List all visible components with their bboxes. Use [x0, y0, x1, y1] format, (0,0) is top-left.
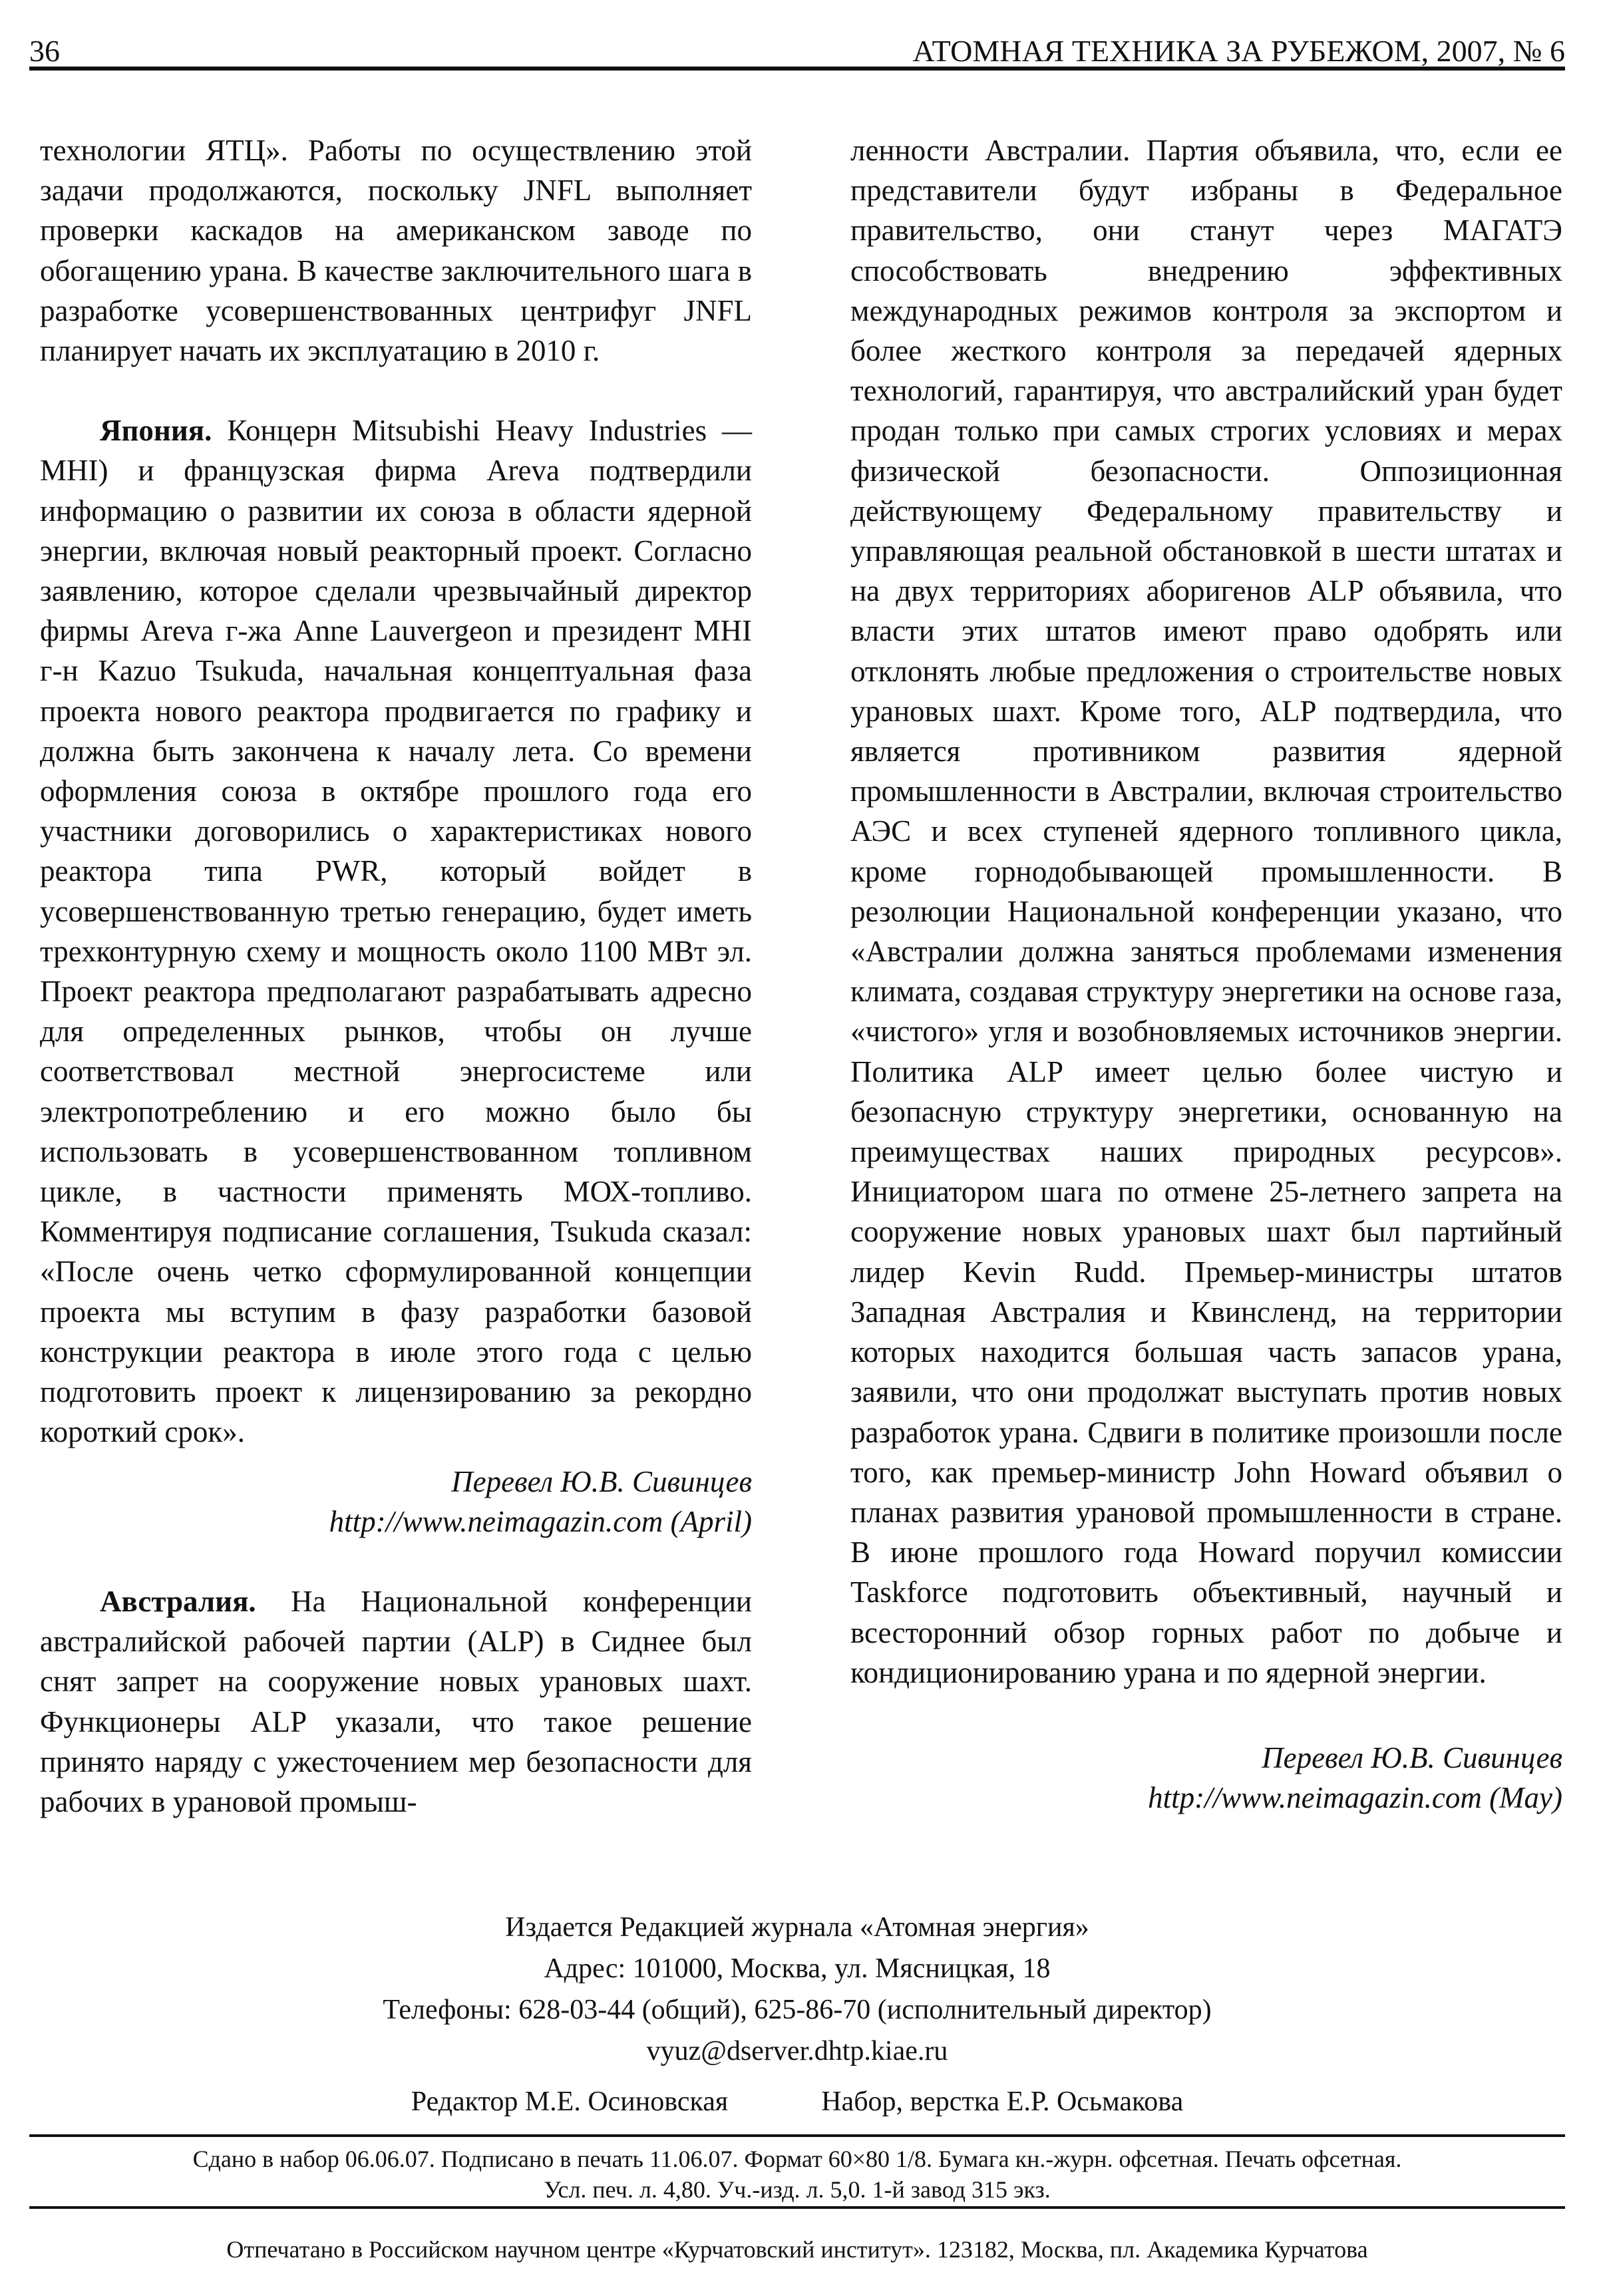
imprint-bottom-rule [29, 2206, 1565, 2209]
imprint-block [29, 2144, 1565, 2205]
japan-heading: Япония. [100, 414, 212, 448]
imprint-top-rule [29, 2134, 1565, 2137]
australia-translator: Перевел Ю.В. Сивинцев [1262, 1740, 1562, 1774]
colophon [29, 1907, 1565, 2122]
australia-continuation: ленности Австралии. Партия объявила, что, если ее представители будут избраны в Федеральное правительство, они станут через МАГАТЭ способствовать внедрению эффективных международных режимов контроля за экспортом и более жесткого контроля за передачей ядерных технологий, гарантируя, что австралийский уран будет продан только при самых строгих условиях и мерах физической безопасности. Оппозиционная действующему Федеральному правительству и управляющая реальной обстановкой в шести штатах и на двух территориях аборигенов ALP объявила, что власти этих штатов имеют право одобрять или отклонять любые предложения о строительстве новых урановых шахт. Кроме того, ALP подтвердила, что является противником развития ядерной промышленности в Австралии, включая строительство АЭС и всех ступеней ядерного топливного цикла, кроме горнодобывающей промышленности. В резолюции Национальной конференции указано, что «Австралии должна заняться проблемами изменения климата, создавая структуру энергетики на основе газа, «чистого» угля и возобновляемых источников энергии. Политика ALP имеет целью более чистую и безопасную структуру энергетики, основанную на преимуществах наших природных ресурсов». Инициатором шага по отмене 25-летнего запрета на сооружение новых урановых шахт был партийный лидер Kevin Rudd. Премьер-министры штатов Западная Австралия и Квинсленд, на территории которых находится большая часть запасов урана, заявили, что они продолжат выступать против новых разработок урана. Сдвиги в политике произошли после того, как премьер-министр John Howard объявил о планах развития урановой промышленности в стране. В июне прошлого года Howard поручил комиссии Taskforce подготовить объективный, научный и всесторонний обзор горных работ по добыче и кондиционированию урана и по ядерной энергии. [850, 134, 1562, 1689]
address-line: Адрес: 101000, Москва, ул. Мясницкая, 18 [544, 1953, 1051, 1984]
imprint-line-1: Сдано в набор 06.06.07. Подписано в печать 11.06.07. Формат 60×80 1/8. Бумага кн.-журн. офсетная. Печать офсетная. [192, 2146, 1402, 2172]
japan-source-link[interactable]: http://www.neimagazin.com (April) [329, 1504, 752, 1538]
phones-line: Телефоны: 628-03-44 (общий), 625-86-70 (исполнительный директор) [383, 1995, 1212, 2025]
printed-by-line: Отпечатано в Российском научном центре «Курчатовский институт». 123182, Москва, пл. Академика Курчатова [226, 2236, 1368, 2263]
imprint-line-2: Усл. печ. л. 4,80. Уч.-изд. л. 5,0. 1-й завод 315 экз. [544, 2176, 1051, 2203]
australia-source-link[interactable]: http://www.neimagazin.com (May) [1148, 1781, 1562, 1815]
running-head [29, 24, 1565, 67]
jnfl-paragraph: технологии ЯТЦ». Работы по осуществлению этой задачи продолжаются, поскольку JNFL выполняет проверки каскадов на американском заводе по обогащению урана. В качестве заключительного шага в разработке усовершенствованных центрифуг JNFL планирует начать их эксплуатацию в 2010 г. [40, 134, 752, 368]
layout-credit: Набор, верстка Е.Р. Осьмакова [821, 2086, 1184, 2117]
editor-credit: Редактор М.Е. Осиновская [411, 2086, 729, 2117]
right-column [850, 130, 1562, 1818]
page-number: 36 [29, 34, 60, 68]
australia-text: На Национальной конференции австралийской рабочей партии (ALP) в Сиднее был снят запрет на сооружение новых урановых шахт. Функционеры ALP указали, что такое решение принято наряду с ужесточением мер безопасности для рабочих в урановой промыш- [40, 1584, 752, 1818]
header-rule [29, 67, 1565, 71]
email-link[interactable]: vyuz@dserver.dhtp.kiae.ru [646, 2036, 948, 2066]
japan-translator: Перевел Ю.В. Сивинцев [451, 1464, 752, 1498]
publisher-line: Издается Редакцией журнала «Атомная энергия» [505, 1912, 1089, 1943]
japan-paragraph [40, 410, 752, 1452]
australia-heading: Австралия. [100, 1584, 256, 1618]
credits [29, 2081, 1565, 2122]
japan-text: Концерн Mitsubishi Heavy Industries — MHI) и французская фирма Areva подтвердили информацию о развитии их союза в области ядерной энергии, включая новый реакторный проект. Согласно заявлению, которое сделали чрезвычайный директор фирмы Areva г-жа Anne Lauvergeon и президент MHI г-н Kazuo Tsukuda, начальная концептуальная фаза проекта нового реактора продвигается по графику и должна быть закончена к началу лета. Со времени оформления союза в октябре прошлого года его участники договорились о характеристиках нового реактора типа PWR, который войдет в усовершенствованную третью генерацию, будет иметь трехконтурную схему и мощность около 1100 МВт эл. Проект реактора предполагают разрабатывать адресно для определенных рынков, чтобы он лучше соответствовал местной энергосистеме или электропотреблению и его можно было бы использовать в усовершенствованном топливном цикле, в частности применять МОХ-топливо. Комментируя подписание соглашения, Tsukuda сказал: «После очень четко сформулированной концепции проекта мы вступим в фазу разработки базовой конструкции реактора в июле этого года с целью подготовить проект к лицензированию за рекордно короткий срок». [40, 414, 752, 1449]
australia-paragraph [40, 1581, 752, 1822]
journal-title: АТОМНАЯ ТЕХНИКА ЗА РУБЕЖОМ, 2007, № 6 [912, 34, 1565, 68]
left-column [40, 130, 752, 1822]
